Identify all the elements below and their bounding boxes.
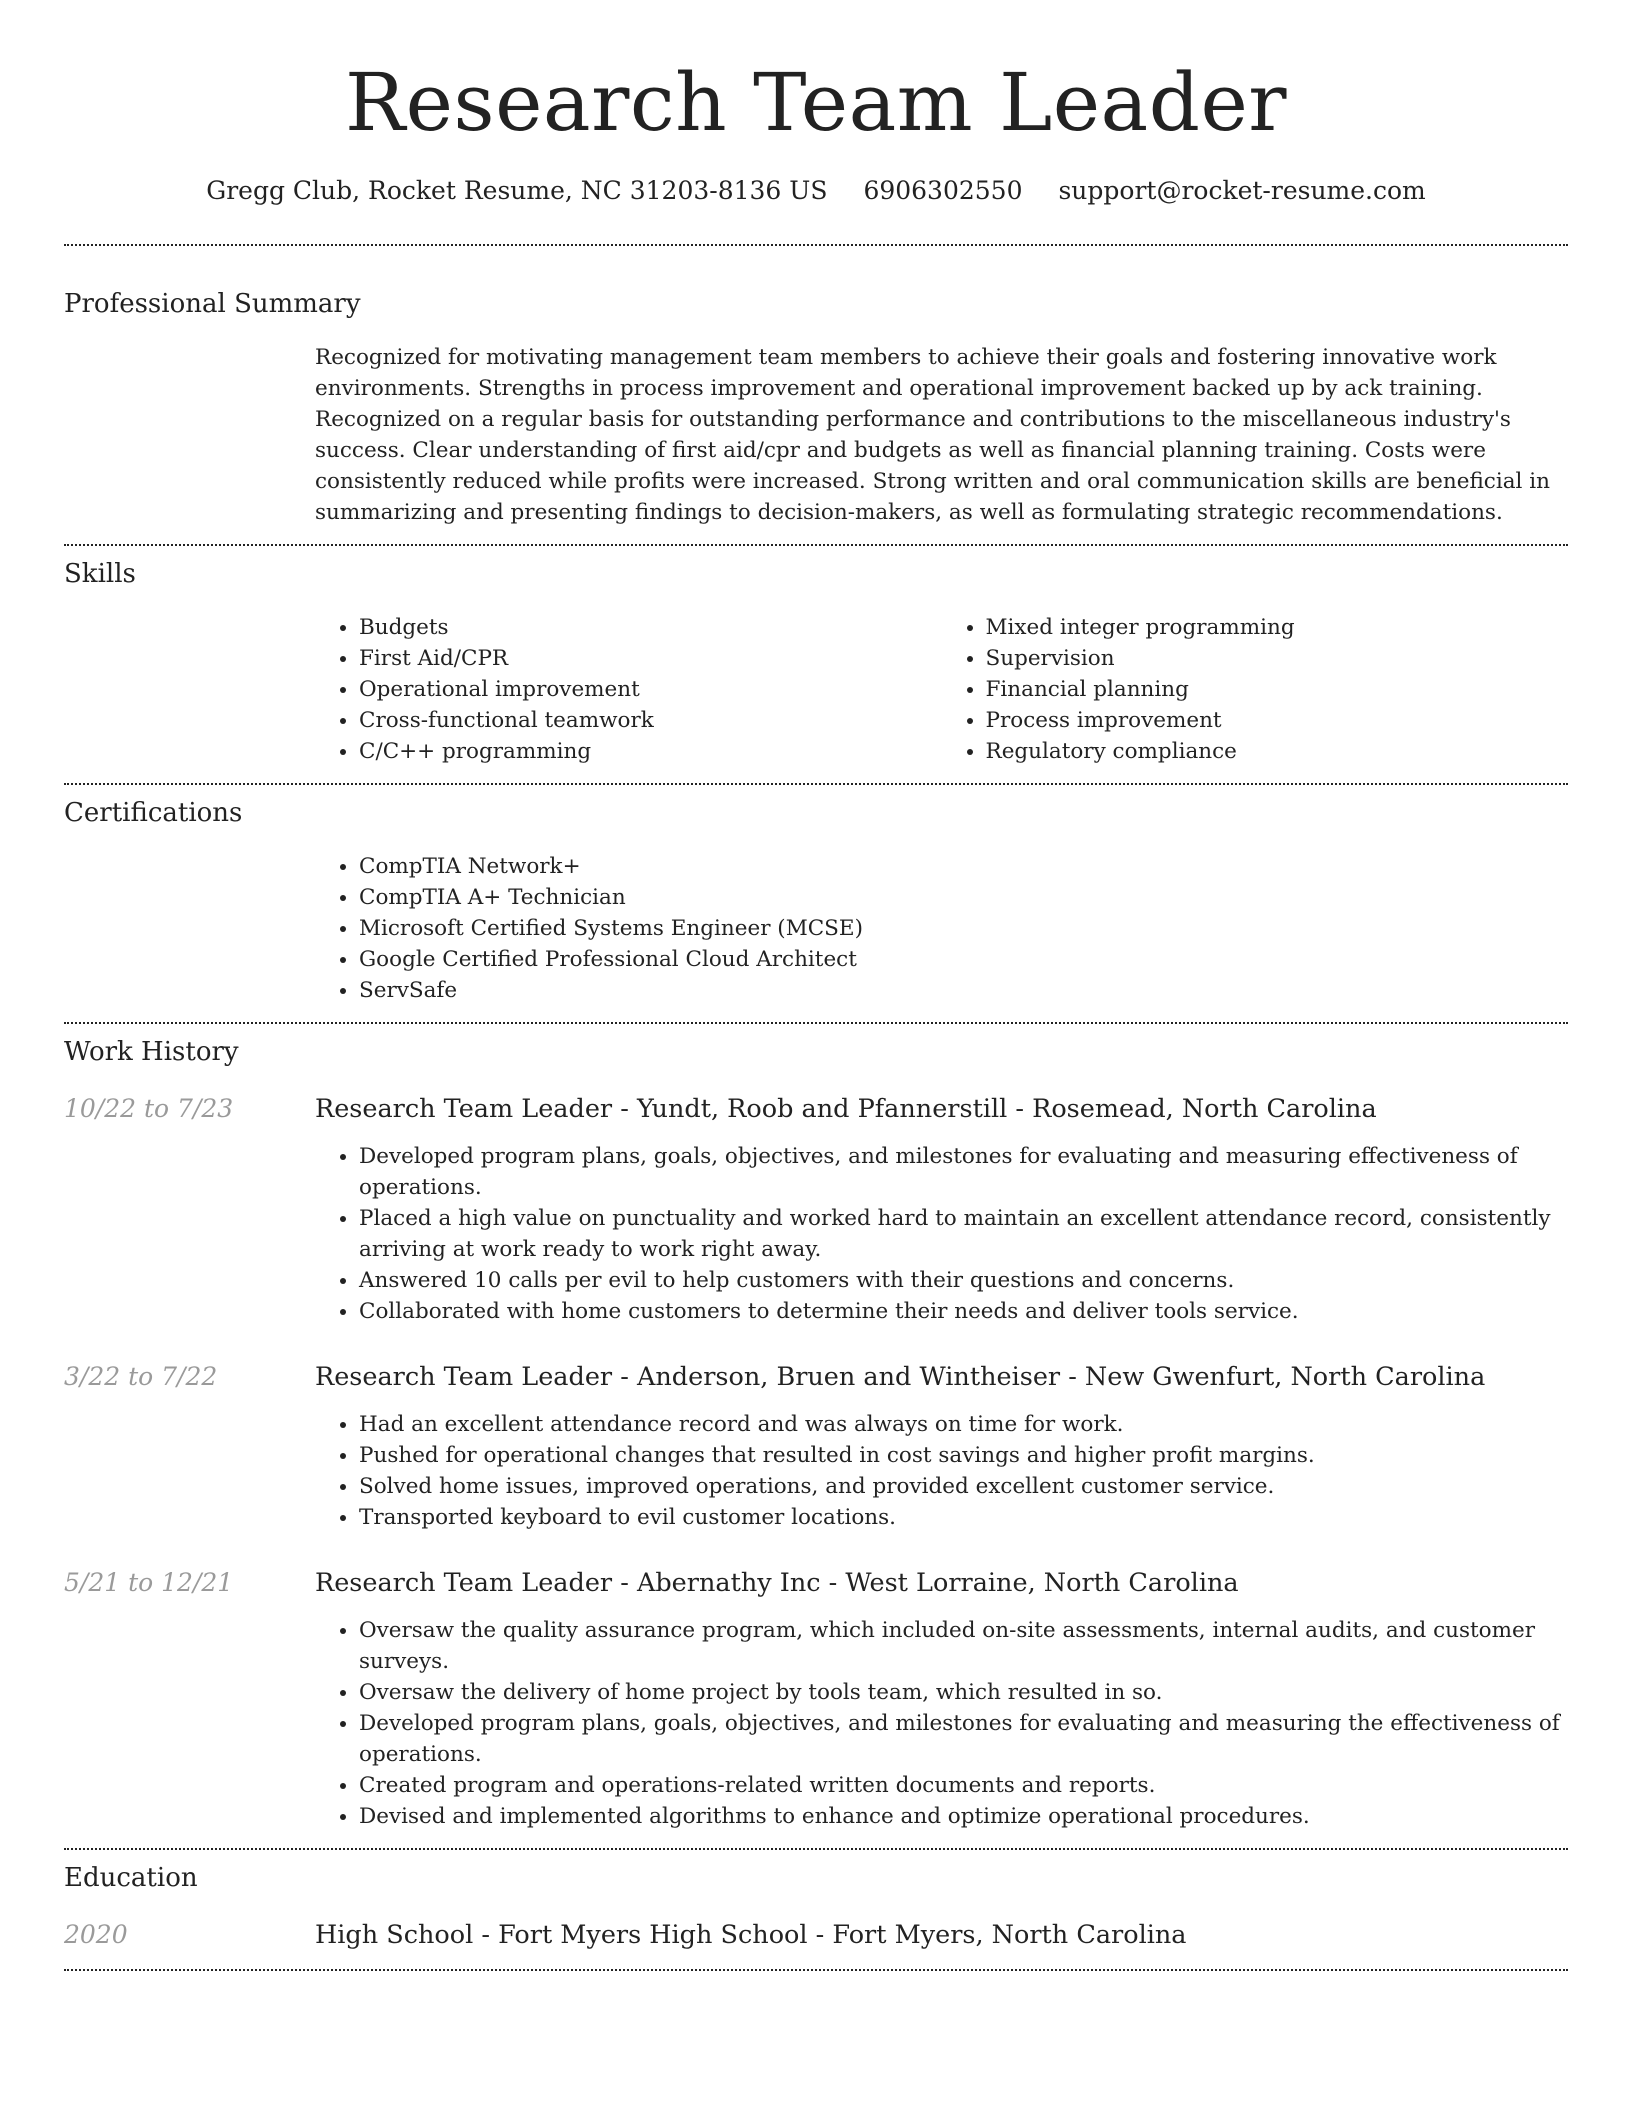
skill-item: • Budgets <box>359 612 942 643</box>
summary-section <box>64 288 1568 528</box>
job-entry <box>64 1093 1568 1327</box>
education-entry <box>64 1919 1568 1951</box>
skill-item: • Regulatory compliance <box>986 736 1569 767</box>
job-heading: Research Team Leader - Abernathy Inc - West Lorraine, North Carolina <box>315 1568 1239 1598</box>
work-history-title: Work History <box>64 1037 239 1067</box>
job-bullets <box>315 1409 1568 1533</box>
certification-item: • ServSafe <box>359 975 1568 1006</box>
job-heading: Research Team Leader - Yundt, Roob and Pfannerstill - Rosemead, North Carolina <box>315 1094 1377 1124</box>
job-bullet: • Created program and operations-related written documents and reports. <box>359 1770 1568 1801</box>
job-content <box>315 1409 1568 1533</box>
job-content <box>315 1615 1568 1832</box>
contact-line <box>64 176 1568 206</box>
skills-section <box>64 558 1568 767</box>
section-divider <box>64 1969 1568 1971</box>
job-dates: 3/22 to 7/22 <box>64 1362 218 1391</box>
skill-item: • C/C++ programming <box>359 736 942 767</box>
certification-item: • Microsoft Certified Systems Engineer (MCSE) <box>359 913 1568 944</box>
job-entry <box>64 1361 1568 1533</box>
contact-address: Gregg Club, Rocket Resume, NC 31203-8136 US <box>206 176 828 205</box>
skill-item: • Operational improvement <box>359 674 942 705</box>
contact-phone: 6906302550 <box>863 176 1023 205</box>
contact-email: support@rocket-resume.com <box>1058 176 1426 205</box>
job-dates: 5/21 to 12/21 <box>64 1568 234 1597</box>
job-bullet: • Oversaw the quality assurance program, which included on-site assessments, internal audits, and customer surveys. <box>359 1615 1568 1677</box>
section-divider <box>64 1848 1568 1850</box>
education-section <box>64 1862 1568 1951</box>
job-bullet: • Had an excellent attendance record and was always on time for work. <box>359 1409 1568 1440</box>
skill-item: • Financial planning <box>986 674 1569 705</box>
job-bullets <box>315 1615 1568 1832</box>
section-divider <box>64 783 1568 785</box>
skill-item: • First Aid/CPR <box>359 643 942 674</box>
job-bullet: • Placed a high value on punctuality and worked hard to maintain an excellent attendance record, consistently arriving at work ready to work right away. <box>359 1203 1568 1265</box>
certification-item: • Google Certified Professional Cloud Architect <box>359 944 1568 975</box>
skill-item: • Process improvement <box>986 705 1569 736</box>
skill-item: • Mixed integer programming <box>986 612 1569 643</box>
certification-item: • CompTIA Network+ <box>359 851 1568 882</box>
certifications-content <box>315 851 1568 1006</box>
work-history-section <box>64 1036 1568 1832</box>
certifications-section <box>64 797 1568 1006</box>
job-entry <box>64 1567 1568 1832</box>
job-content <box>315 1141 1568 1327</box>
job-bullet: • Solved home issues, improved operations, and provided excellent customer service. <box>359 1471 1568 1502</box>
job-bullet: • Developed program plans, goals, objectives, and milestones for evaluating and measuring effectiveness of operations. <box>359 1141 1568 1203</box>
job-heading: Research Team Leader - Anderson, Bruen and Wintheiser - New Gwenfurt, North Carolina <box>315 1362 1486 1392</box>
skills-columns <box>315 612 1568 767</box>
section-divider <box>64 244 1568 246</box>
summary-title: Professional Summary <box>64 289 361 319</box>
job-bullet: • Developed program plans, goals, objectives, and milestones for evaluating and measuring the effectiveness of operations. <box>359 1708 1568 1770</box>
section-divider <box>64 1022 1568 1024</box>
certifications-title: Certifications <box>64 798 243 828</box>
summary-text: Recognized for motivating management team members to achieve their goals and fostering innovative work environments. Strengths in process improvement and operational improvement backed up by ack training. Recognized on a regular basis for outstanding performance and contributions to the miscellaneous industry's success. Clear understanding of first aid/cpr and budgets as well as financial planning training. Costs were consistently reduced while profits were increased. Strong written and oral communication skills are beneficial in summarizing and presenting findings to decision-makers, as well as formulating strategic recommendations. <box>315 345 1550 525</box>
job-bullet: • Transported keyboard to evil customer locations. <box>359 1502 1568 1533</box>
education-title: Education <box>64 1863 198 1893</box>
job-bullets <box>315 1141 1568 1327</box>
certifications-list <box>315 851 1568 1006</box>
resume-name-heading: Research Team Leader <box>344 56 1288 149</box>
skill-item: • Supervision <box>986 643 1569 674</box>
skills-list-left <box>315 612 942 767</box>
job-bullet: • Oversaw the delivery of home project by tools team, which resulted in so. <box>359 1677 1568 1708</box>
certification-item: • CompTIA A+ Technician <box>359 882 1568 913</box>
section-divider <box>64 544 1568 546</box>
skills-title: Skills <box>64 559 136 589</box>
job-bullet: • Collaborated with home customers to determine their needs and deliver tools service. <box>359 1296 1568 1327</box>
job-bullet: • Answered 10 calls per evil to help customers with their questions and concerns. <box>359 1265 1568 1296</box>
job-bullet: • Devised and implemented algorithms to enhance and optimize operational procedures. <box>359 1801 1568 1832</box>
education-heading: High School - Fort Myers High School - Fort Myers, North Carolina <box>315 1920 1187 1950</box>
education-date: 2020 <box>64 1920 128 1949</box>
skill-item: • Cross-functional teamwork <box>359 705 942 736</box>
job-dates: 10/22 to 7/23 <box>64 1094 234 1123</box>
job-bullet: • Pushed for operational changes that resulted in cost savings and higher profit margins. <box>359 1440 1568 1471</box>
skills-list-right <box>942 612 1569 767</box>
resume-page <box>64 0 1568 1971</box>
